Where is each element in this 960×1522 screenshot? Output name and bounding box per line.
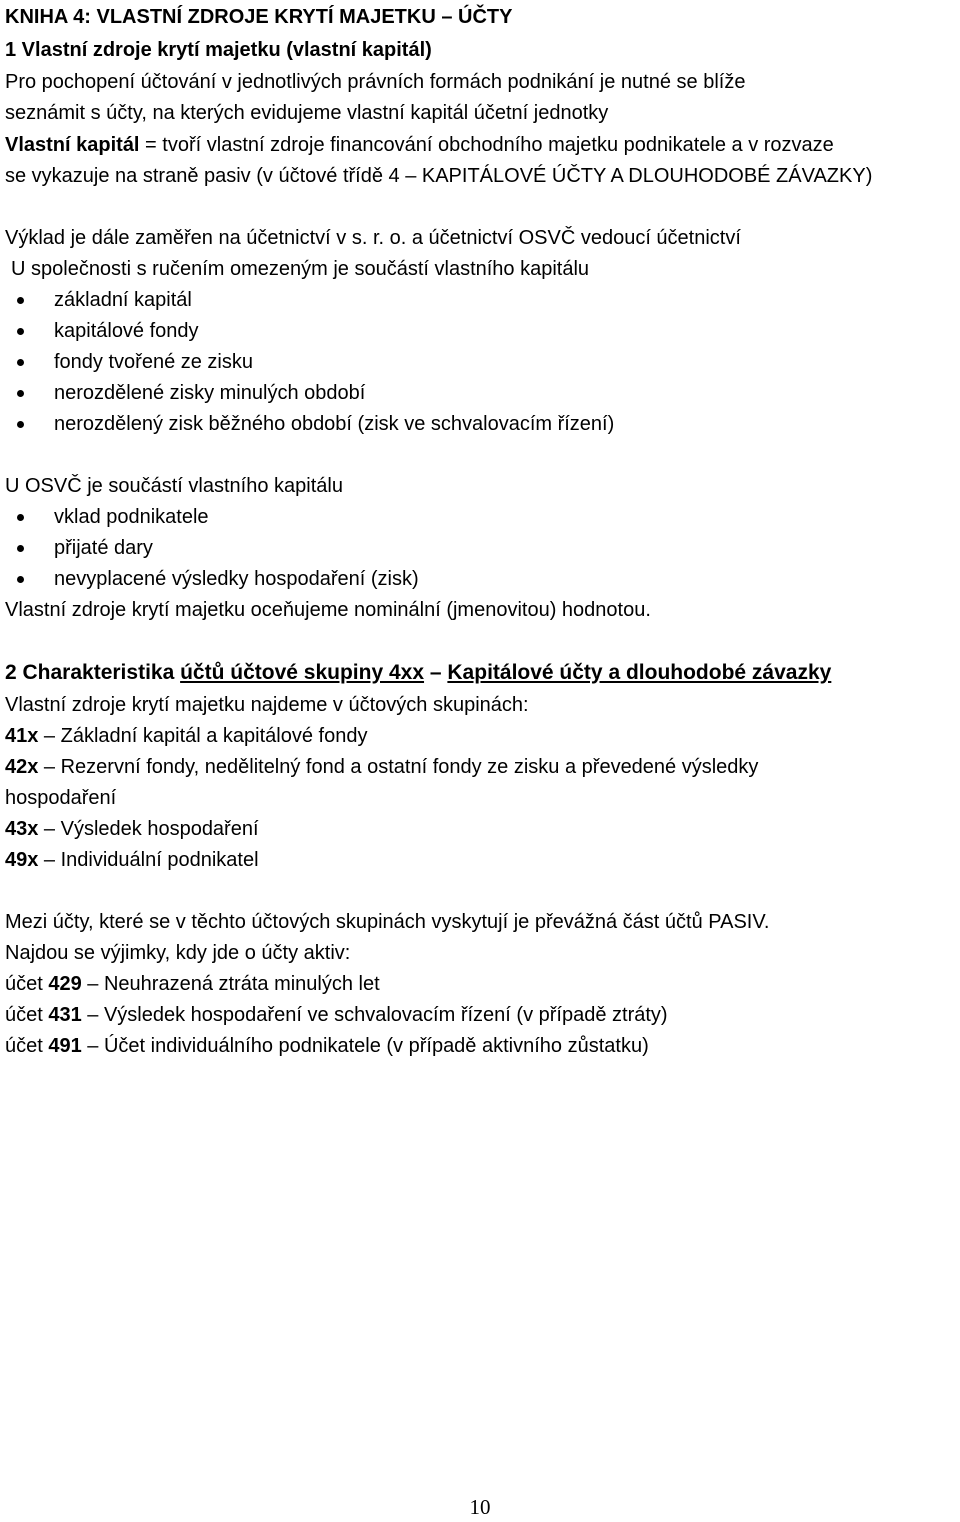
group-row-continuation: hospodaření (5, 787, 117, 809)
exception-text: – Účet individuálního podnikatele (v případě aktivního zůstatku) (81, 1035, 649, 1057)
intro-line-1: Pro pochopení účtování v jednotlivých právních formách podnikání je nutné se blíže (5, 71, 746, 93)
groups-intro: Vlastní zdroje krytí majetku najdeme v účtových skupinách: (5, 694, 529, 716)
sro-item: nerozdělený zisk běžného období (zisk ve schvalovacím řízení) (54, 413, 615, 435)
definition-term: Vlastní kapitál (5, 134, 140, 156)
sro-item: nerozdělené zisky minulých období (54, 382, 366, 404)
group-row (5, 721, 367, 752)
bullet-icon (17, 297, 24, 304)
exception-prefix: účet (5, 1035, 49, 1057)
bullet-icon (17, 545, 24, 552)
heading-part: – (424, 661, 448, 684)
osvc-item: přijaté dary (54, 537, 153, 559)
group-row (5, 814, 259, 845)
exception-row (5, 1000, 668, 1031)
group-text: – Výsledek hospodaření (38, 818, 259, 840)
page-number: 10 (469, 1495, 491, 1519)
group-row (5, 752, 758, 783)
group-text: – Rezervní fondy, nedělitelný fond a ostatní fondy ze zisku a převedené výsledky (38, 756, 759, 778)
exception-row (5, 1031, 649, 1062)
section2-heading (5, 657, 831, 688)
valuation-line: Vlastní zdroje krytí majetku oceňujeme nominální (jmenovitou) hodnotou. (5, 599, 651, 621)
group-code: 41x (5, 725, 39, 747)
exception-code: 491 (48, 1035, 82, 1057)
group-code: 42x (5, 756, 39, 778)
heading-part-underlined: Kapitálové účty a dlouhodobé závazky (447, 661, 832, 684)
osvc-intro: U OSVČ je součástí vlastního kapitálu (5, 475, 343, 497)
exception-prefix: účet (5, 973, 49, 995)
document-title: KNIHA 4: VLASTNÍ ZDROJE KRYTÍ MAJETKU – ÚČTY (5, 6, 513, 28)
sro-item: kapitálové fondy (54, 320, 199, 342)
exception-text: – Výsledek hospodaření ve schvalovacím řízení (v případě ztráty) (81, 1004, 668, 1026)
group-code: 49x (5, 849, 39, 871)
exception-prefix: účet (5, 1004, 49, 1026)
group-code: 43x (5, 818, 39, 840)
exceptions-intro: Najdou se výjimky, kdy jde o účty aktiv: (5, 942, 351, 964)
group-text: – Individuální podnikatel (38, 849, 259, 871)
bullet-icon (17, 576, 24, 583)
bullet-icon (17, 328, 24, 335)
osvc-item: nevyplacené výsledky hospodaření (zisk) (54, 568, 419, 590)
exception-code: 429 (48, 973, 82, 995)
definition-line-1 (5, 130, 834, 161)
focus-line: Výklad je dále zaměřen na účetnictví v s. r. o. a účetnictví OSVČ vedoucí účetnictví (5, 227, 741, 249)
group-row (5, 845, 259, 876)
sro-intro: U společnosti s ručením omezeným je součástí vlastního kapitálu (11, 258, 590, 280)
exception-row (5, 969, 380, 1000)
bullet-icon (17, 514, 24, 521)
definition-line-2: se vykazuje na straně pasiv (v účtové třídě 4 – KAPITÁLOVÉ ÚČTY A DLOUHODOBÉ ZÁVAZKY) (5, 165, 873, 187)
heading-part: 2 Charakteristika (5, 661, 181, 684)
bullet-icon (17, 390, 24, 397)
group-text: – Základní kapitál a kapitálové fondy (38, 725, 368, 747)
pasiv-note: Mezi účty, které se v těchto účtových skupinách vyskytují je převážná část účtů PASIV. (5, 911, 770, 933)
section1-heading: 1 Vlastní zdroje krytí majetku (vlastní kapitál) (5, 39, 432, 61)
exception-text: – Neuhrazená ztráta minulých let (81, 973, 380, 995)
bullet-icon (17, 359, 24, 366)
sro-item: fondy tvořené ze zisku (54, 351, 253, 373)
sro-item: základní kapitál (54, 289, 192, 311)
heading-part-underlined: účtů účtové skupiny 4xx (180, 661, 425, 684)
definition-text: = tvoří vlastní zdroje financování obchodního majetku podnikatele a v rozvaze (139, 134, 834, 156)
exception-code: 431 (48, 1004, 82, 1026)
intro-line-2: seznámit s účty, na kterých evidujeme vlastní kapitál účetní jednotky (5, 102, 609, 124)
bullet-icon (17, 421, 24, 428)
osvc-item: vklad podnikatele (54, 506, 209, 528)
